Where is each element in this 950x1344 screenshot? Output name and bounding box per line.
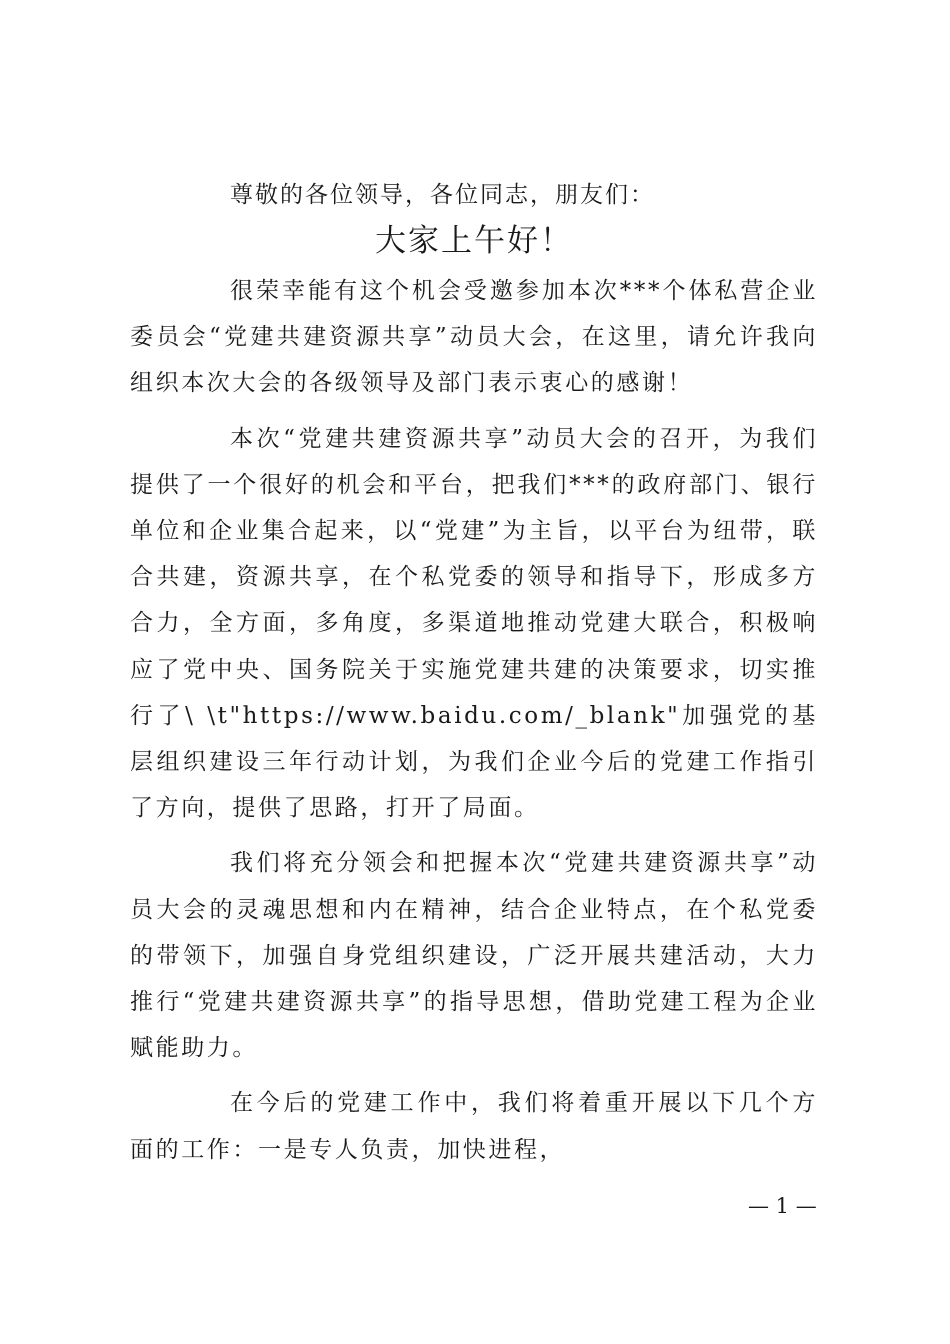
- paragraph-meeting-significance: 本次“党建共建资源共享”动员大会的召开，为我们提供了一个很好的机会和平台，把我们***的政府部门、银行单位和企业集合起来，以“党建”为主旨，以平台为纽带，联合共建，资源共享，在个私党委的领导和指导下，形成多方合力，全方面，多角度，多渠道地推动党建大联合，积极响应了党中央、国务院关于实施党建共建的决策要求，切实推行了\ \t"https://www.baidu.com/_blank"加强党的基层组织建设三年行动计划，为我们企业今后的党建工作指引了方向，提供了思路，打开了局面。: [130, 425, 818, 822]
- page-number: — 1 —: [748, 1194, 817, 1218]
- paragraph-future-work: 在今后的党建工作中，我们将着重开展以下几个方面的工作：一是专人负责，加快进程，: [130, 1090, 818, 1163]
- paragraph-commitment: 我们将充分领会和把握本次“党建共建资源共享”动员大会的灵魂思想和内在精神，结合企业特点，在个私党委的带领下，加强自身党组织建设，广泛开展共建活动，大力推行“党建共建资源共享”的指导思想，借助党建工程为企业赋能助力。: [130, 850, 818, 1062]
- salutation: 尊敬的各位领导，各位同志，朋友们：: [230, 182, 655, 208]
- paragraph-thanks: 很荣幸能有这个机会受邀参加本次***个体私营企业委员会“党建共建资源共享”动员大会，在这里，请允许我向组织本次大会的各级领导及部门表示衷心的感谢！: [130, 278, 818, 397]
- greeting-heading: 大家上午好！: [375, 223, 573, 259]
- document-body: [130, 172, 818, 1182]
